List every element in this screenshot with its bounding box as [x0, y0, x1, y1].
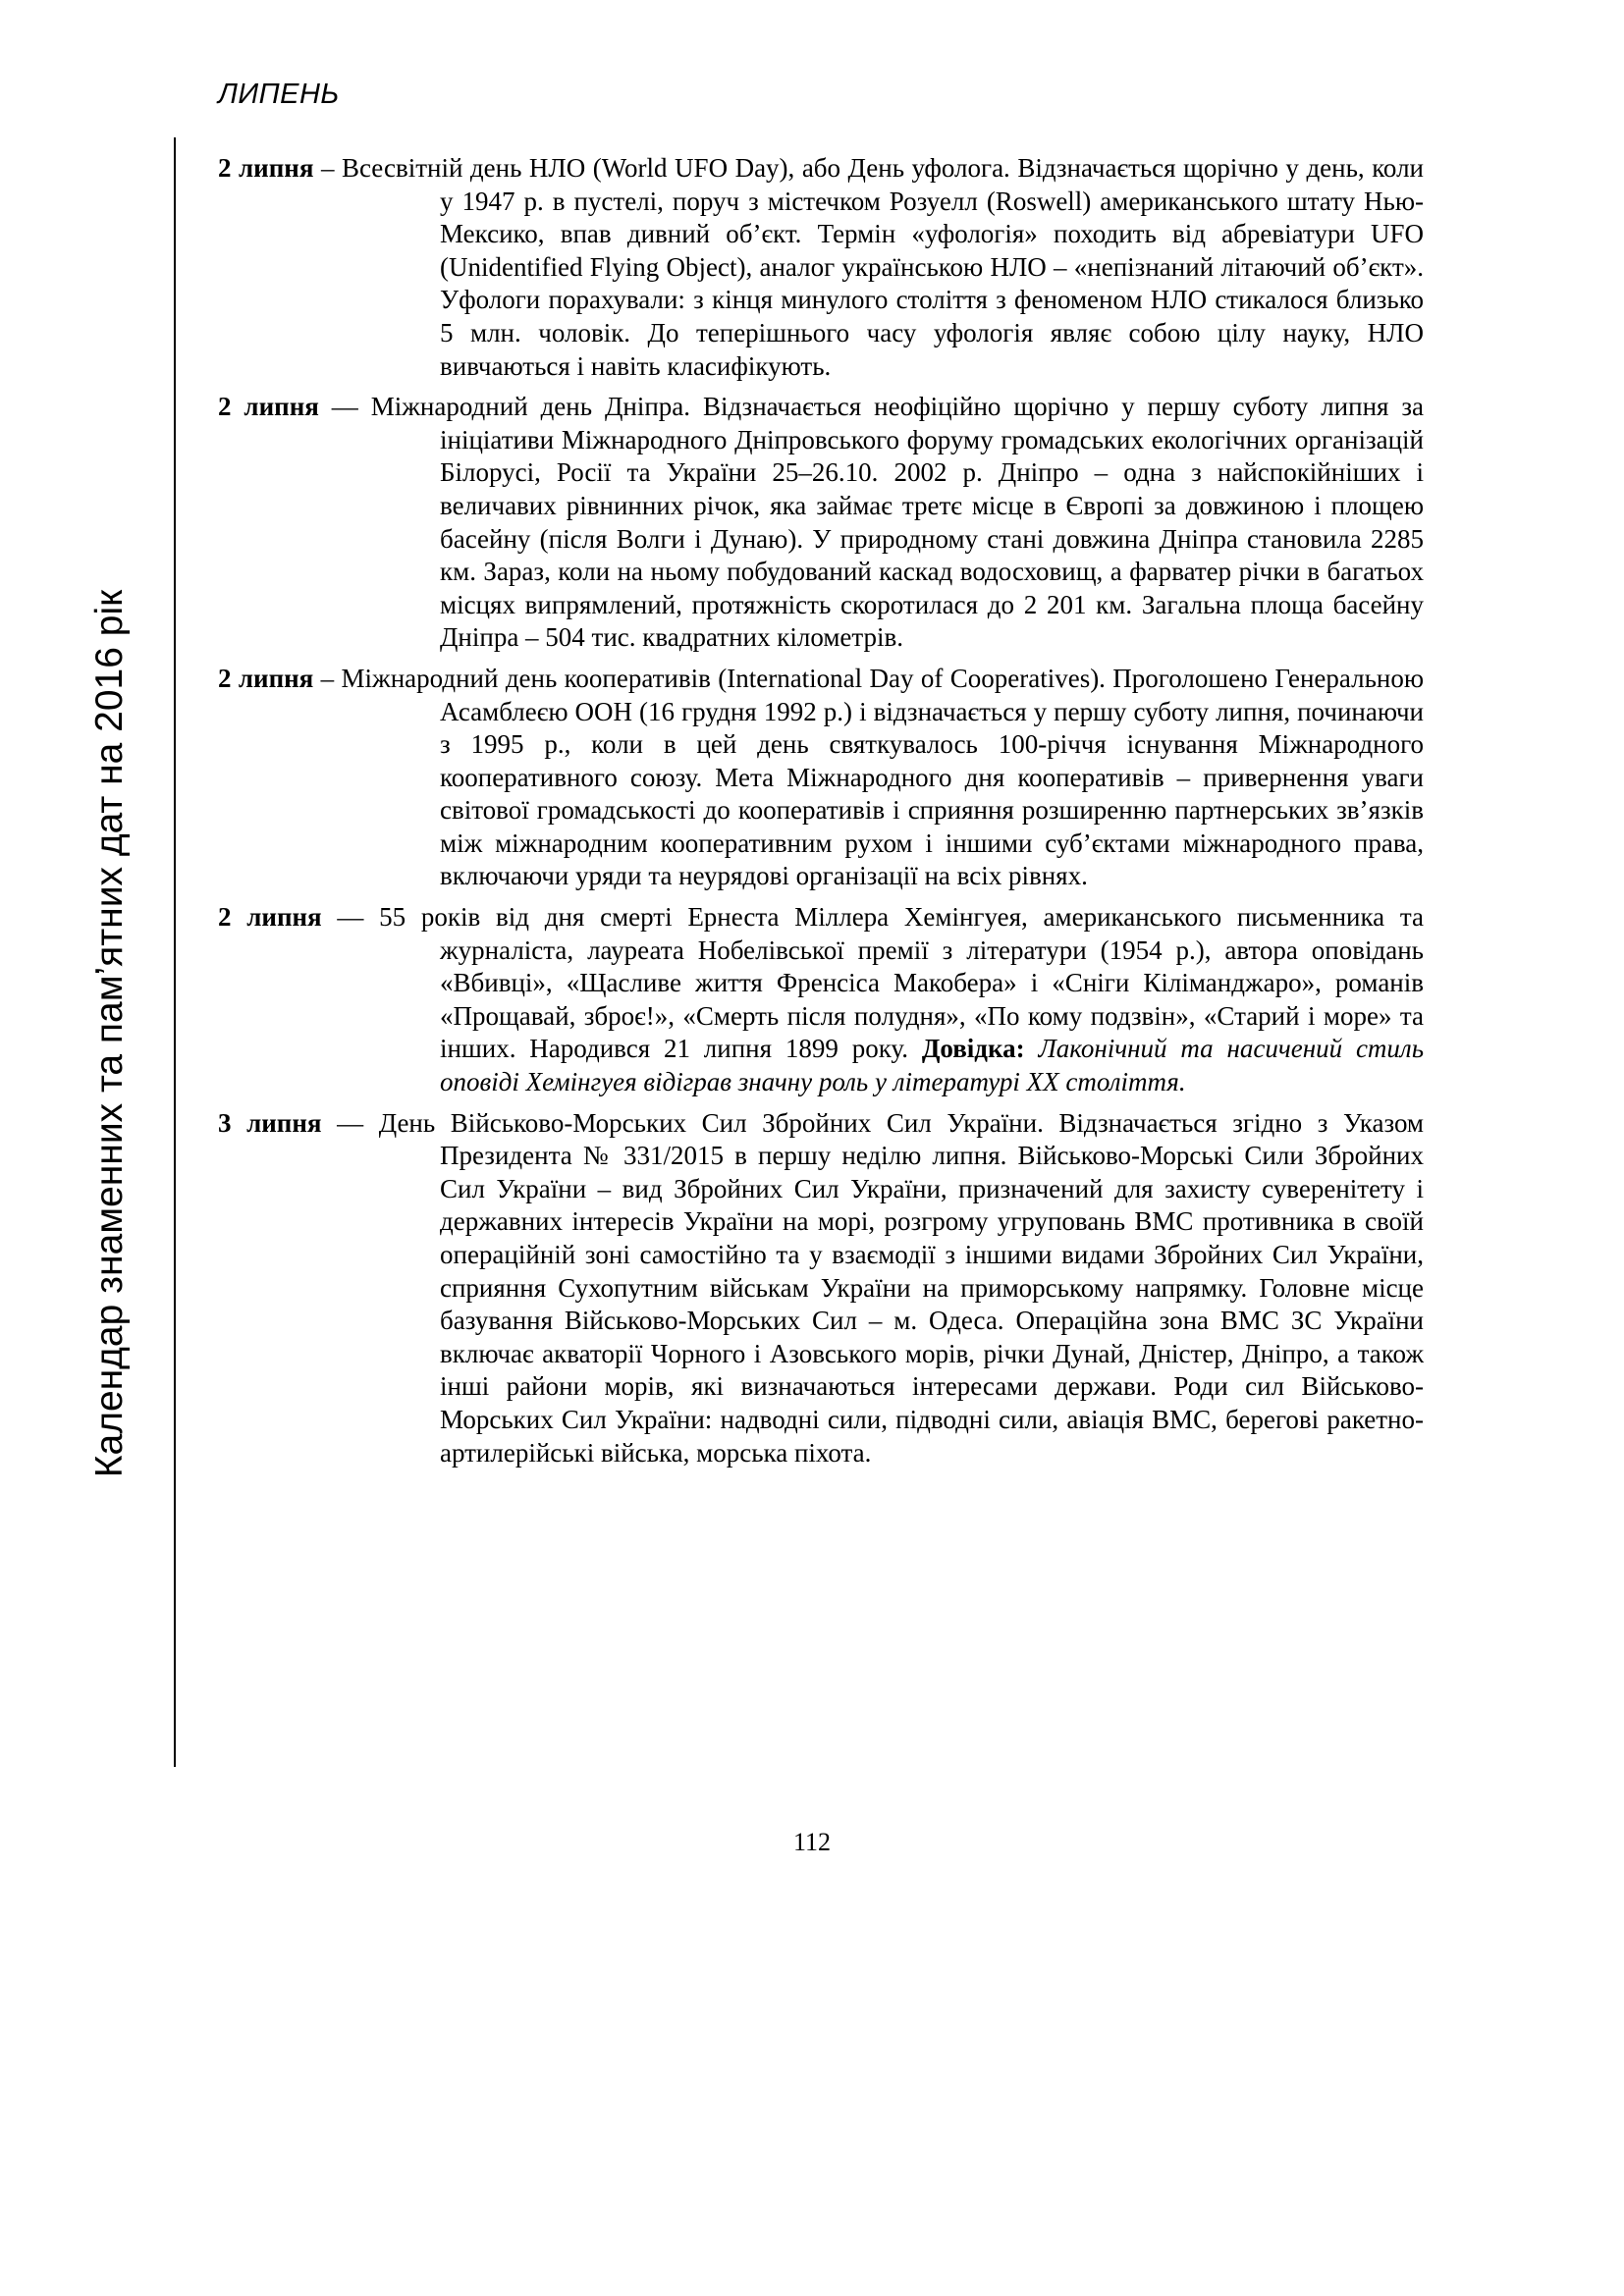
entry-separator: – [320, 153, 335, 183]
entry-date: 2 липня [218, 153, 314, 183]
entry-date: 2 липня [218, 392, 319, 422]
vertical-divider [174, 137, 176, 1767]
entry-note-text: Лаконічний та насичений стиль оповіді Хемінгуея відіграв значну роль у літературі XX століття. [440, 1034, 1424, 1097]
entries-list [218, 152, 1424, 1477]
entry-date: 3 липня [218, 1107, 322, 1138]
entry-hemingway [218, 901, 1424, 1099]
entry-text: 55 років від дня смерті Ернеста Міллера Хемінгуея, американського письменника та журналіста, лауреата Нобелівської премії з літератури (1954 р.), автора оповідань «Вбивці», «Щасливе життя Френсіса Макобера» і «Сніги Кіліманджаро», романів «Прощавай, зброє!», «Смерть після полудня», «По кому подзвін», «Старий і море» та інших. Народився 21 липня 1899 року. [379, 902, 1425, 1064]
entry-cooperatives-day [218, 663, 1424, 893]
entry-text: Міжнародний день кооперативів (International Day of Cooperatives). Проголошено Генеральною Асамблеєю ООН (16 грудня 1992 р.) і відзначається у першу суботу липня, починаючи з 1995 р., коли в цей день святкувалось 100-річчя існування Міжнародного кооперативного союзу. Мета Міжнародного дня кооперативів – привернення уваги світової громадськості до кооперативів і сприяння розширенню партнерських зв’язків між міжнародним кооперативним рухом і іншими суб’єктами міжнародного права, включаючи уряди та неурядові організації на всіх рівнях. [341, 663, 1425, 891]
entry-date: 2 липня [218, 902, 322, 933]
entry-separator: — [337, 1107, 364, 1138]
entry-separator: – [320, 663, 335, 693]
entry-date: 2 липня [218, 663, 314, 693]
running-header-month: ЛИПЕНЬ [218, 79, 340, 110]
entry-text: Всесвітній день НЛО (World UFO Day), або День уфолога. Відзначається щорічно у день, коли у 1947 р. в пустелі, поруч з містечком Розуелл (Roswell) американського штату Нью-Мексико, впав дивний об’єкт. Термін «уфологія» походить від абревіатури UFO (Unidentified Flying Object), аналог українською НЛО – «непізнаний літаючий об’єкт». Уфологи порахували: з кінця минулого століття з феноменом НЛО стикалося близько 5 млн. чоловік. До теперішнього часу уфологія являє собою цілу науку, НЛО вивчаються і навіть класифікують. [341, 153, 1425, 381]
entry-dnipro-day [218, 391, 1424, 655]
entry-separator: — [331, 392, 358, 422]
entry-text: Міжнародний день Дніпра. Відзначається неофіційно щорічно у першу суботу липня за ініціативи Міжнародного Дніпровського форуму громадських екологічних організацій Білорусі, Росії та України 25–26.10. 2002 р. Дніпро – одна з найспокійніших і величавих рівнинних річок, яка займає третє місце в Європі за довжиною і площею басейну (після Волги і Дунаю). У природному стані довжина Дніпра становила 2285 км. Зараз, коли на ньому побудований каскад водосховищ, а фарватер річки в багатьох місцях випрямлений, протяжність скоротилася до 2 201 км. Загальна площа басейну Дніпра – 504 тис. квадратних кілометрів. [370, 392, 1425, 653]
entry-ufo-day [218, 152, 1424, 383]
entry-note-label: Довідка: [921, 1034, 1025, 1064]
side-title-calendar: Календар знаменних та пам’ятних дат на 2016 рік [88, 589, 131, 1478]
entry-text: День Військово-Морських Сил Збройних Сил України. Відзначається згідно з Указом Президента № 331/2015 в першу неділю липня. Військово-Морські Сили Збройних Сил України – вид Збройних Сил України, призначений для захисту суверенітету і державних інтересів України на морі, розгрому угруповань ВМС противника в своїй операційній зоні самостійно та у взаємодії з іншими видами Збройних Сил України, сприяння Сухопутним військам України на приморському напрямку. Головне місце базування Військово-Морських Сил – м. Одеса. Операційна зона ВМС ЗС України включає акваторії Чорного і Азовського морів, річки Дунай, Дністер, Дніпро, а також інші райони морів, які визначаються інтересами держави. Роди сил Військово-Морських Сил України: надводні сили, підводні сили, авіація ВМС, берегові ракетно-артилерійські війська, морська піхота. [378, 1107, 1425, 1468]
entry-navy-day [218, 1107, 1424, 1470]
entry-separator: — [337, 902, 364, 933]
page-number: 112 [792, 1828, 832, 1856]
